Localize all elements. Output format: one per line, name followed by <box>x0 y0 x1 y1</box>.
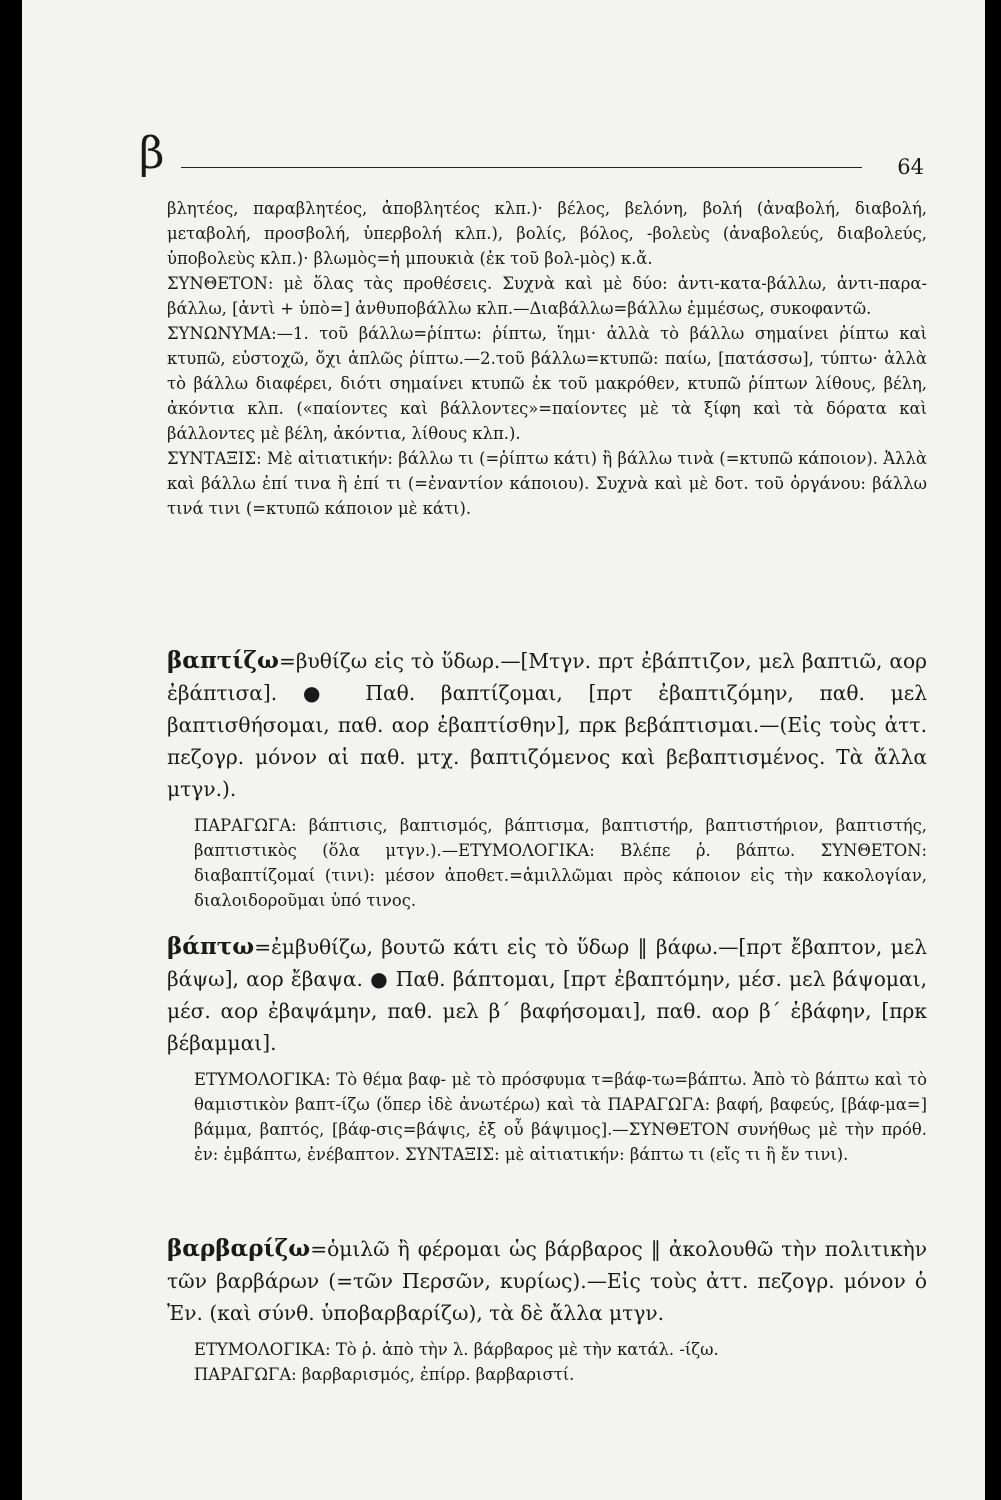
entry-definition: =ὁμιλῶ ἢ φέρομαι ὡς βάρβαρος ‖ ἀκολουθῶ τὴν πολιτικὴν τῶν βαρβάρων (=τῶν Περσῶν, κυρίως).—Εἰς τοὺς ἀττ. πεζογρ. μόνον ὁ Ἐν. (καὶ σύνθ. ὑποβαρβαρίζω), τὰ δὲ ἄλλα μτγν. <box>167 1237 927 1325</box>
entry-definition: =ἐμβυθίζω, βουτῶ κάτι εἰς τὸ ὕδωρ ‖ βάφω.—[πρτ ἔβαπτον, μελ βάψω], αορ ἔβαψα. ● Παθ. βάπτομαι, [πρτ ἐβαπτόμην, μέσ. μελ βάψομαι, μέσ. αορ ἐβαψάμην, παθ. μελ β΄ βαφήσομαι], παθ. αορ β΄ ἐβάφην, [πρκ βέβαμμαι]. <box>167 935 927 1055</box>
page-header <box>139 128 924 180</box>
entry-lemma: βαρβαρίζω <box>167 1235 311 1262</box>
dictionary-page <box>22 0 985 1500</box>
entry-notes: ΠΑΡΑΓΩΓΑ: βάπτισις, βαπτισμός, βάπτισμα, βαπτιστήρ, βαπτιστήριον, βαπτιστής, βαπτιστικὸς (ὅλα μτγν.).—ΕΤΥΜΟΛΟΓΙΚΑ: Βλέπε ῥ. βάπτω. ΣΥΝΘΕΤΟΝ: διαβαπτίζομαί (τινι): μέσον ἀποθετ.=ἁμιλλῶμαι πρὸς κάποιον εἰς τὴν κακολογίαν, διαλοιδοροῦμαι ὑπό τινος. <box>194 816 927 910</box>
entry-lemma: βαπτίζω <box>167 647 279 674</box>
section-letter: β <box>139 128 165 179</box>
entry-bapto <box>167 931 927 1167</box>
entry-etymology: ΕΤΥΜΟΛΟΓΙΚΑ: Τὸ ῥ. ἀπὸ τὴν λ. βάρβαρος μὲ τὴν κατάλ. -ίζω. <box>194 1340 719 1359</box>
entry-main <box>167 645 927 805</box>
entry-notes: ΕΤΥΜΟΛΟΓΙΚΑ: Τὸ θέμα βαφ- μὲ τὸ πρόσφυμα τ=βάφ-τω=βάπτω. Ἀπὸ τὸ βάπτω καὶ τὸ θαμιστικὸν βαπτ-ίζω (ὅπερ ἰδὲ ἀνωτέρω) καὶ τὰ ΠΑΡΑΓΩΓΑ: βαφή, βαφεύς, [βάφ-μα=] βάμμα, βαπτός, [βάφ-σις=βάψις, ἐξ οὗ βάψιμος].—ΣΥΝΘΕΤΟΝ συνήθως μὲ τὴν πρόθ. ἐν: ἐμβάπτω, ἐνέβαπτον. ΣΥΝΤΑΞΙΣ: μὲ αἰτιατικήν: βάπτω τι (εἴς τι ἢ ἔν τινι). <box>194 1070 927 1164</box>
header-rule <box>181 167 862 168</box>
entry-main <box>167 1233 927 1329</box>
page-number: 64 <box>897 155 924 179</box>
continuation-paragraph: βλητέος, παραβλητέος, ἀποβλητέος κλπ.)· βέλος, βελόνη, βολή (ἀναβολή, διαβολή, μεταβολή, προσβολή, ὑπερβολή κλπ.), βολίς, βόλος, -βολεὺς (ἀναβολεύς, διαβολεύς, ὑποβολεὺς κλπ.)· βλωμὸς=ἡ μπουκιὰ (ἐκ τοῦ βολ-μὸς) κ.ἄ. <box>167 199 927 268</box>
entry-barbarizo <box>167 1233 927 1387</box>
entry-lemma: βάπτω <box>167 933 255 960</box>
entry-definition: =βυθίζω εἰς τὸ ὕδωρ.—[Μτγν. πρτ ἐβάπτιζον, μελ βαπτιῶ, αορ ἐβάπτισα]. ● Παθ. βαπτίζομαι, [πρτ ἐβαπτιζόμην, παθ. μελ βαπτισθήσομαι, παθ. αορ ἐβαπτίσθην], πρκ βεβάπτισμαι.—(Εἰς τοὺς ἀττ. πεζογρ. μόνον αἱ παθ. μτχ. βαπτιζόμενος καὶ βεβαπτισμένος. Τὰ ἄλλα μτγν.). <box>167 649 927 801</box>
entry-derivatives: ΠΑΡΑΓΩΓΑ: βαρβαρισμός, ἐπίρρ. βαρβαριστί. <box>194 1365 575 1384</box>
continuation-block <box>167 196 927 521</box>
synonyms-paragraph: ΣΥΝΩΝΥΜΑ:—1. τοῦ βάλλω=ῥίπτω: ῥίπτω, ἵημι· ἀλλὰ τὸ βάλλω σημαίνει ῥίπτω καὶ κτυπῶ, εὐστοχῶ, ὄχι ἁπλῶς ῥίπτω.—2.τοῦ βάλλω=κτυπῶ: παίω, [πατάσσω], τύπτω· ἀλλὰ τὸ βάλλω διαφέρει, διότι σημαίνει κτυπῶ ἐκ τοῦ μακρόθεν, κτυπῶ ῥίπτων λίθους, βέλη, ἀκόντια κλπ. («παίοντες καὶ βάλλοντες»=παίοντες μὲ τὰ ξίφη καὶ τὰ δόρατα καὶ βάλλοντες μὲ βέλη, ἀκόντια, λίθους κλπ.). <box>167 324 927 443</box>
compound-paragraph: ΣΥΝΘΕΤΟΝ: μὲ ὅλας τὰς προθέσεις. Συχνὰ καὶ μὲ δύο: ἀντι-κατα-βάλλω, ἀντι-παρα-βάλλω, [ἀντὶ + ὑπὸ=] ἀνθυποβάλλω κλπ.—Διαβάλλω=βάλλω ἐμμέσως, συκοφαντῶ. <box>167 274 927 318</box>
entry-baptizo <box>167 645 927 913</box>
syntax-paragraph: ΣΥΝΤΑΞΙΣ: Μὲ αἰτιατικήν: βάλλω τι (=ῥίπτω κάτι) ἢ βάλλω τινὰ (=κτυπῶ κάποιον). Ἀλλὰ καὶ βάλλω ἐπί τινα ἢ ἐπί τι (=ἐναντίον κάποιου). Συχνὰ καὶ μὲ δοτ. τοῦ ὀργάνου: βάλλω τινά τινι (=κτυπῶ κάποιον μὲ κάτι). <box>167 449 927 518</box>
entry-main <box>167 931 927 1059</box>
